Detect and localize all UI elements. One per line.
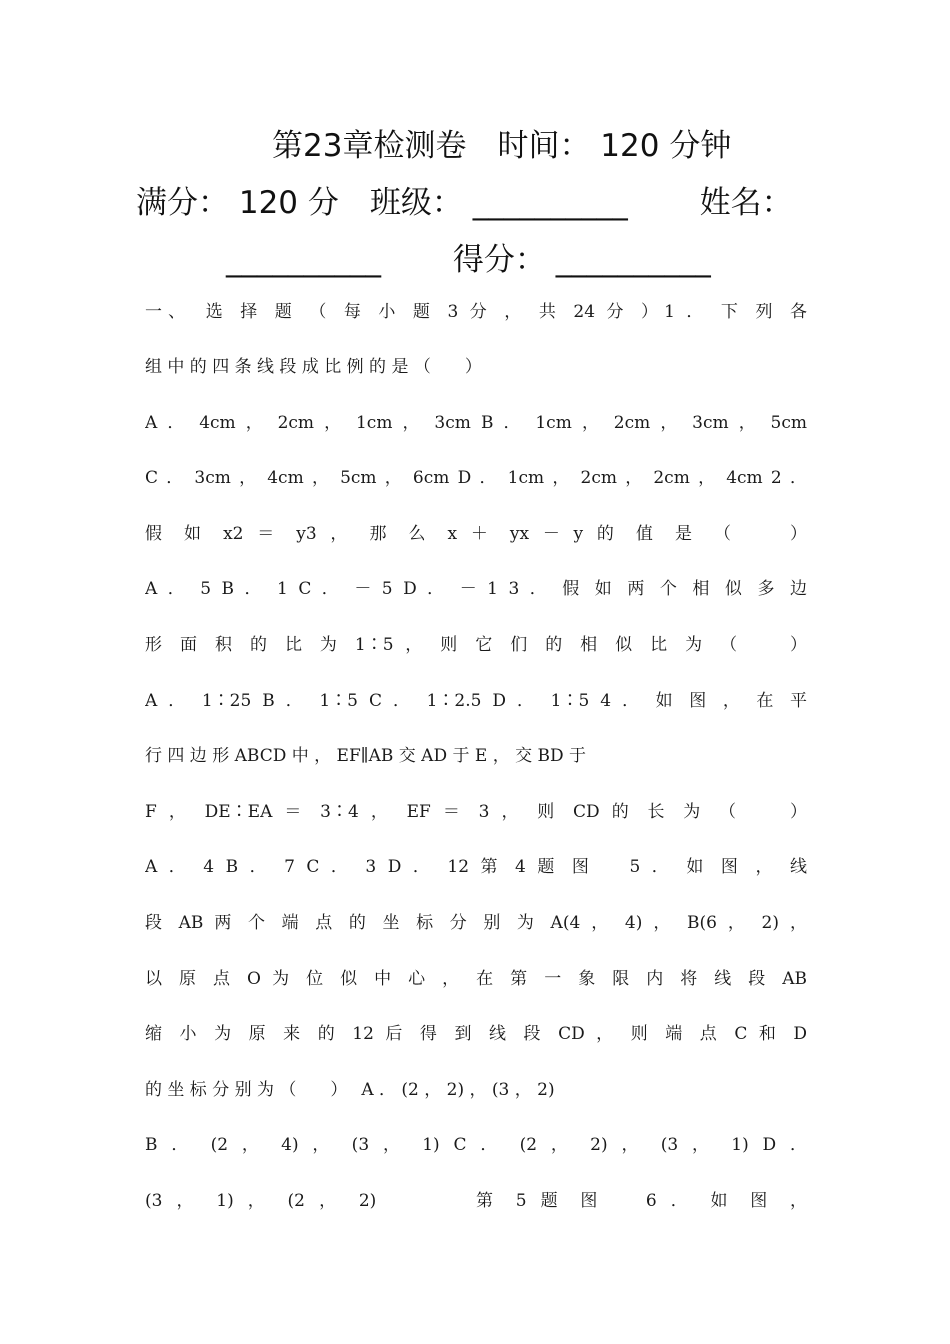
question-text-line: 缩 小 为 原 来 的 12 后 得 到 线 段 CD ， 则 端 点 C 和 D [145, 1024, 807, 1044]
exam-meta-line: 满分： 120 分 班级： __________ 姓名： [136, 185, 793, 221]
question-text-line: B ． (2 ， 4) ， (3 ， 1) C ． (2 ， 2) ， (3 ， 1) D ． [145, 1135, 807, 1155]
question-text-line: 行 四 边 形 ABCD 中 ， EF∥AB 交 AD 于 E ， 交 BD 于 [145, 746, 587, 766]
question-text-line: F ， DE∶EA ＝ 3∶4 ， EF ＝ 3 ， 则 CD 的 长 为 （ ） [145, 802, 807, 822]
question-text-line: A ． 4cm ， 2cm ， 1cm ， 3cm B ． 1cm ， 2cm ， 3cm ， 5cm [145, 413, 807, 433]
question-text-line: 形 面 积 的 比 为 1∶5 ， 则 它 们 的 相 似 比 为 （ ） [145, 635, 807, 655]
question-text-line: (3 ， 1) ， (2 ， 2) 第 5 题 图 6 ． 如 图 ， [145, 1191, 807, 1211]
question-text-line: 的 坐 标 分 别 为 （ ） A ． (2 ， 2) ， (3 ， 2) [145, 1080, 555, 1100]
score-line: __________ 得分： __________ [226, 242, 711, 278]
question-text-line: 一、 选 择 题 （ 每 小 题 3 分 ， 共 24 分 ）1 ． 下 列 各 [145, 302, 807, 322]
question-text-line: 段 AB 两 个 端 点 的 坐 标 分 别 为 A(4 ， 4) ， B(6 ， 2) ， [145, 913, 807, 933]
question-text-line: A ． 5 B ． 1 C ． － 5 D ． － 1 3 ． 假 如 两 个 相 似 多 边 [145, 579, 807, 599]
question-text-line: 组 中 的 四 条 线 段 成 比 例 的 是 （ ） [145, 357, 482, 377]
question-text-line: C ． 3cm ， 4cm ， 5cm ， 6cm D ． 1cm ， 2cm ， 2cm ， 4cm 2 ． [145, 468, 807, 488]
question-text-line: A ． 4 B ． 7 C ． 3 D ． 12 第 4 题 图 5 ． 如 图 ， 线 [145, 857, 807, 877]
page-title: 第23章检测卷 时间： 120 分钟 [272, 128, 732, 164]
question-text-line: 以 原 点 O 为 位 似 中 心 ， 在 第 一 象 限 内 将 线 段 AB [145, 969, 807, 989]
question-text-line: 假 如 x2 ＝ y3 ， 那 么 x ＋ yx － y 的 值 是 （ ） [145, 524, 807, 544]
question-text-line: A ． 1∶25 B ． 1∶5 C ． 1∶2.5 D ． 1∶5 4 ． 如 图 ， 在 平 [145, 691, 807, 711]
